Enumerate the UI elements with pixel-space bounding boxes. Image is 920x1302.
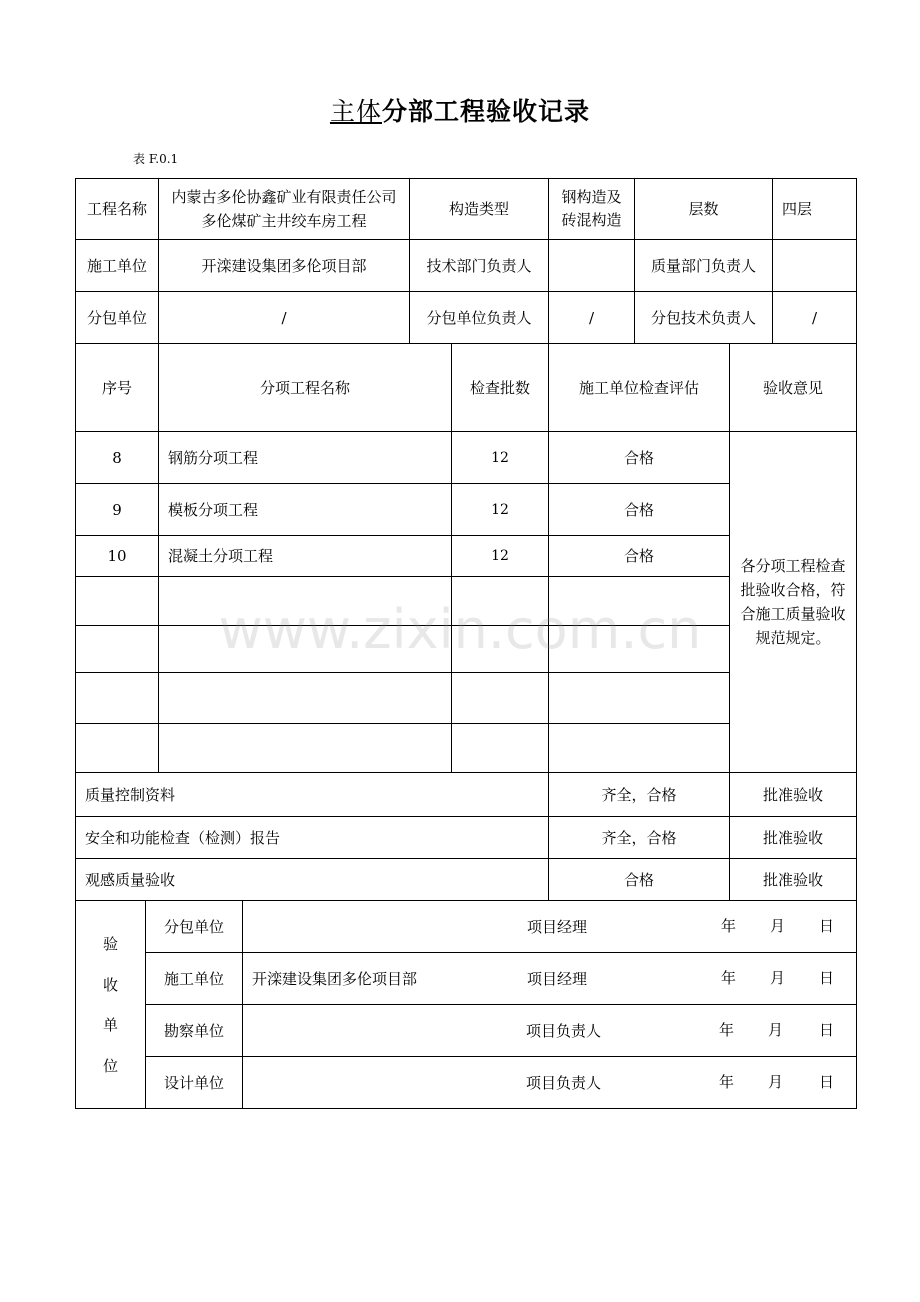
floors-label: 层数 (688, 200, 719, 218)
sub-unit-value: / (281, 308, 287, 327)
date-month: 月 (768, 1073, 784, 1091)
unit-name (243, 1005, 503, 1056)
form-number: 表 F.0.1 (133, 152, 179, 166)
row-no: 8 (112, 448, 122, 467)
quality-head-label: 质量部门负责人 (650, 256, 756, 275)
label-char: 单 (102, 1016, 118, 1034)
row-no (76, 673, 158, 723)
row-no (76, 577, 158, 625)
row-name (159, 626, 451, 672)
contractor-value: 开滦建设集团多伦项目部 (201, 256, 367, 275)
row-evaluation: 合格 (623, 547, 654, 565)
unit-name (243, 1057, 503, 1108)
row-evaluation (549, 577, 729, 625)
unit-role: 项目经理 (527, 969, 588, 988)
summary-opinion: 批准验收 (762, 828, 823, 847)
row-name: 混凝土分项工程 (168, 547, 274, 565)
unit-name (243, 901, 503, 952)
row-name (159, 673, 451, 723)
summary-label: 安全和功能检查（检测）报告 (85, 828, 281, 847)
tech-head-value (549, 240, 634, 291)
date-year: 年 (719, 1073, 735, 1091)
row-no: 9 (112, 500, 122, 519)
structure-type-label: 构造类型 (448, 200, 509, 218)
summary-opinion: 批准验收 (762, 785, 823, 804)
sub-tech-label: 分包技术负责人 (650, 308, 756, 327)
floors-value: 四层 (782, 200, 813, 218)
project-name-label: 工程名称 (86, 200, 147, 218)
row-batches: 12 (491, 449, 509, 466)
row-batches: 12 (491, 548, 509, 564)
row-evaluation (549, 673, 729, 723)
row-no (76, 626, 158, 672)
unit-label: 分包单位 (163, 917, 224, 936)
title-rest: 分部工程验收记录 (382, 97, 591, 126)
date-day: 日 (819, 917, 835, 935)
date-month: 月 (770, 917, 786, 935)
project-name-value: 内蒙古多伦协鑫矿业有限责任公司多伦煤矿主井绞车房工程 (171, 188, 397, 230)
unit-label: 施工单位 (163, 969, 224, 988)
label-char: 位 (102, 1057, 118, 1075)
row-no (76, 724, 158, 772)
row-batches (452, 673, 548, 723)
row-name (159, 724, 451, 772)
date-day: 日 (819, 969, 835, 987)
row-batches: 12 (491, 501, 509, 518)
date-day: 日 (819, 1021, 835, 1039)
acceptance-unit-label (76, 901, 145, 1108)
tech-head-label: 技术部门负责人 (426, 256, 532, 275)
date-month: 月 (768, 1021, 784, 1039)
col-opinion: 验收意见 (762, 378, 823, 397)
summary-label: 质量控制资料 (85, 785, 176, 804)
title-underlined: 主体 (329, 97, 382, 126)
unit-role: 项目经理 (527, 917, 588, 936)
unit-label: 设计单位 (163, 1073, 224, 1092)
structure-type-value: 钢构造及砖混构造 (561, 188, 622, 229)
label-char: 收 (102, 976, 118, 994)
acceptance-opinion: 各分项工程检查批验收合格，符合施工质量验收规范规定。 (740, 557, 846, 647)
date-year: 年 (721, 917, 737, 935)
label-char: 验 (102, 935, 118, 953)
row-no: 10 (107, 547, 127, 565)
col-evaluation: 施工单位检查评估 (578, 378, 699, 397)
row-batches (452, 626, 548, 672)
col-name: 分项工程名称 (259, 378, 350, 397)
summary-opinion: 批准验收 (762, 870, 823, 889)
unit-role: 项目负责人 (526, 1073, 602, 1092)
row-evaluation: 合格 (623, 448, 654, 467)
date-day: 日 (819, 1073, 835, 1091)
sub-unit-label: 分包单位 (86, 308, 147, 327)
row-evaluation (549, 724, 729, 772)
summary-result: 齐全，合格 (601, 828, 677, 847)
col-batches: 检查批数 (469, 378, 530, 397)
date-month: 月 (770, 969, 786, 987)
date-year: 年 (719, 1021, 735, 1039)
col-no: 序号 (101, 378, 132, 397)
row-name: 钢筋分项工程 (168, 448, 259, 467)
quality-head-value (773, 240, 856, 291)
contractor-label: 施工单位 (86, 256, 147, 275)
row-name: 模板分项工程 (168, 500, 259, 519)
sub-tech-value: / (811, 308, 818, 327)
watermark: www.zixin.com.cn (218, 598, 702, 661)
row-batches (452, 724, 548, 772)
row-evaluation: 合格 (623, 500, 654, 519)
summary-result: 齐全，合格 (601, 785, 677, 804)
unit-role: 项目负责人 (526, 1021, 602, 1040)
sub-head-label: 分包单位负责人 (426, 308, 532, 327)
date-year: 年 (721, 969, 737, 987)
row-evaluation (549, 626, 729, 672)
unit-name: 开滦建设集团多伦项目部 (252, 969, 418, 988)
sub-head-value: / (588, 308, 595, 327)
row-batches (452, 577, 548, 625)
unit-label: 勘察单位 (163, 1021, 224, 1040)
row-name (159, 577, 451, 625)
summary-result: 合格 (623, 870, 654, 889)
summary-label: 观感质量验收 (85, 870, 176, 889)
